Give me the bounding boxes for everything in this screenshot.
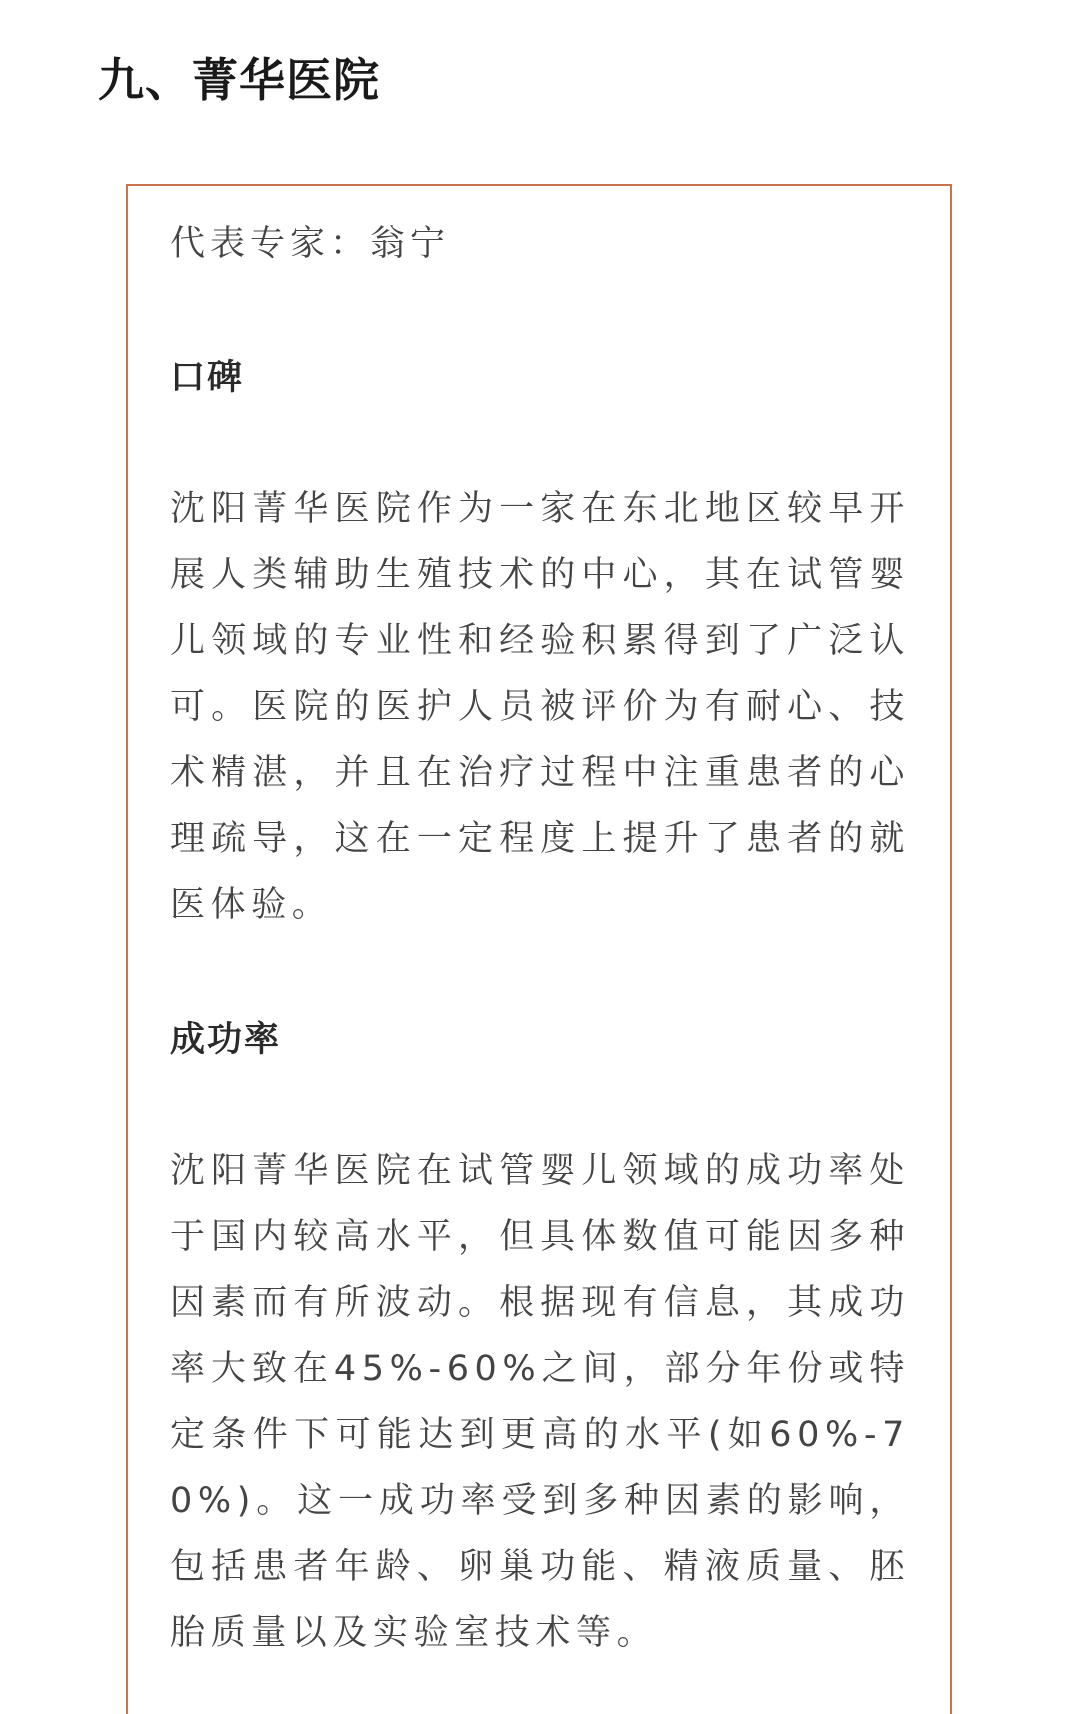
success-rate-paragraph: 沈阳菁华医院在试管婴儿领域的成功率处于国内较高水平，但具体数值可能因多种因素而有所波动。根据现有信息，其成功率大致在45%-60%之间，部分年份或特定条件下可能达到更高的水平(如60%-70%)。这一成功率受到多种因素的影响，包括患者年龄、卵巢功能、精液质量、胚胎质量以及实验室技术等。 (170, 1151, 910, 1653)
success-rate-heading: 成功率 (170, 1020, 282, 1060)
reputation-paragraph: 沈阳菁华医院作为一家在东北地区较早开展人类辅助生殖技术的中心，其在试管婴儿领域的专业性和经验积累得到了广泛认可。医院的医护人员被评价为有耐心、技术精湛，并且在治疗过程中注重患者的心理疏导，这在一定程度上提升了患者的就医体验。 (170, 489, 910, 925)
section-title: 九、菁华医院 (98, 53, 380, 107)
hospital-info-card (126, 184, 952, 1714)
reputation-heading: 口碑 (170, 358, 245, 398)
representative-expert: 代表专家：翁宁 (170, 224, 451, 264)
